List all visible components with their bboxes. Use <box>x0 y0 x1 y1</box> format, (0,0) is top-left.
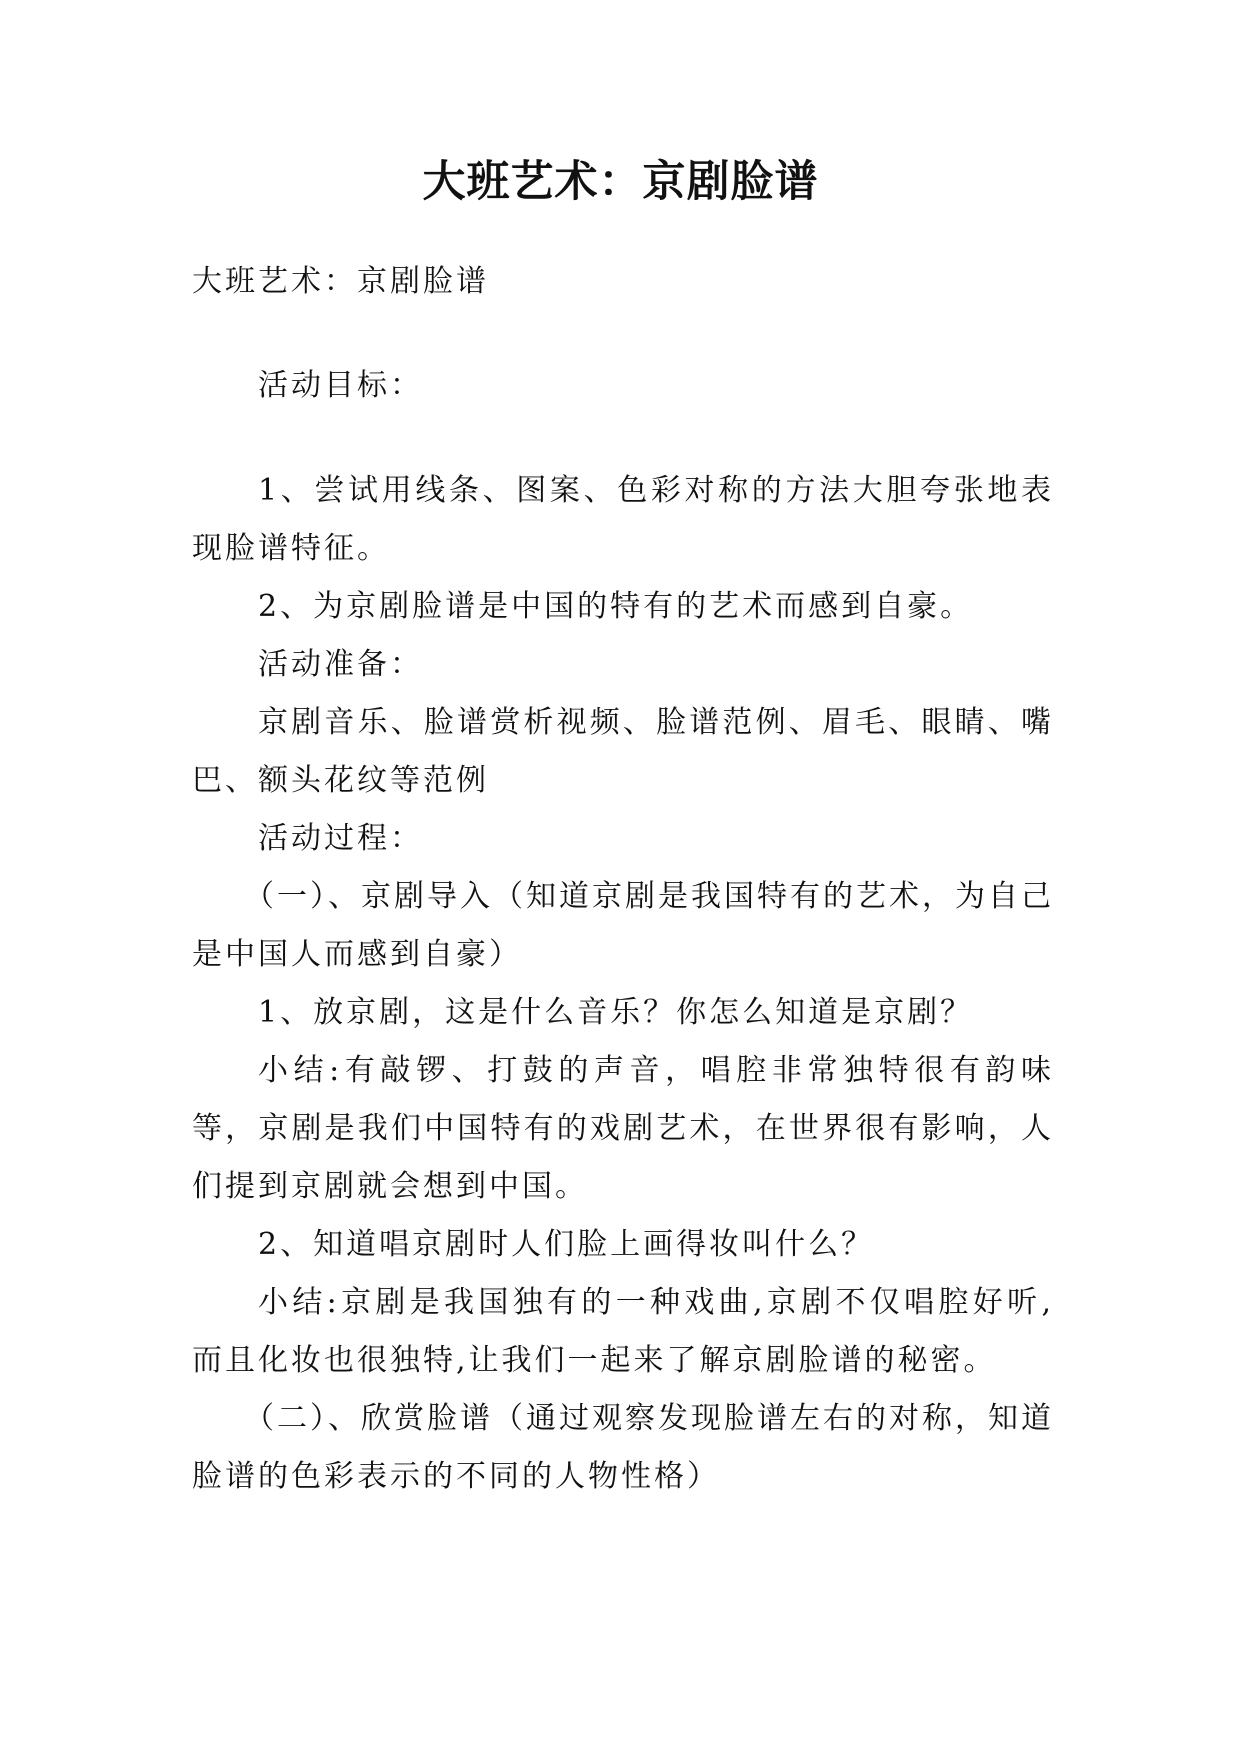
preparation-paragraph: 京剧音乐、脸谱赏析视频、脸谱范例、眉毛、眼睛、嘴巴、额头花纹等范例 <box>192 705 1054 798</box>
document-title: 大班艺术：京剧脸谱 <box>422 157 819 207</box>
process-step-2-heading: （二）、欣赏脸谱（通过观察发现脸谱左右的对称，知道脸谱的色彩表示的不同的人物性格） <box>192 1401 1054 1494</box>
document-body-main <box>192 462 1054 1506</box>
process-item-1: 1、放京剧，这是什么音乐？你怎么知道是京剧？ <box>258 995 974 1030</box>
section-heading-goals: 活动目标： <box>258 368 423 403</box>
document-body-heading <box>192 253 1054 311</box>
process-step-1-heading: （一）、京剧导入（知道京剧是我国特有的艺术，为自己是中国人而感到自豪） <box>192 879 1054 972</box>
document-body-goals-heading <box>192 357 1054 415</box>
summary-paragraph-1: 小结:有敲锣、打鼓的声音，唱腔非常独特很有韵味等，京剧是我们中国特有的戏剧艺术，在世界很有影响，人们提到京剧就会想到中国。 <box>192 1053 1054 1204</box>
section-heading-preparation: 活动准备： <box>258 647 423 682</box>
goal-item-2: 2、为京剧脸谱是中国的特有的艺术而感到自豪。 <box>258 589 974 624</box>
process-item-2: 2、知道唱京剧时人们脸上画得妆叫什么？ <box>258 1227 875 1262</box>
section-heading-process: 活动过程： <box>258 821 423 856</box>
subtitle-paragraph: 大班艺术：京剧脸谱 <box>192 264 489 299</box>
summary-paragraph-2: 小结:京剧是我国独有的一种戏曲,京剧不仅唱腔好听,而且化妆也很独特,让我们一起来了解京剧脸谱的秘密。 <box>192 1285 1054 1378</box>
goal-item-1: 1、尝试用线条、图案、色彩对称的方法大胆夸张地表现脸谱特征。 <box>192 473 1054 566</box>
